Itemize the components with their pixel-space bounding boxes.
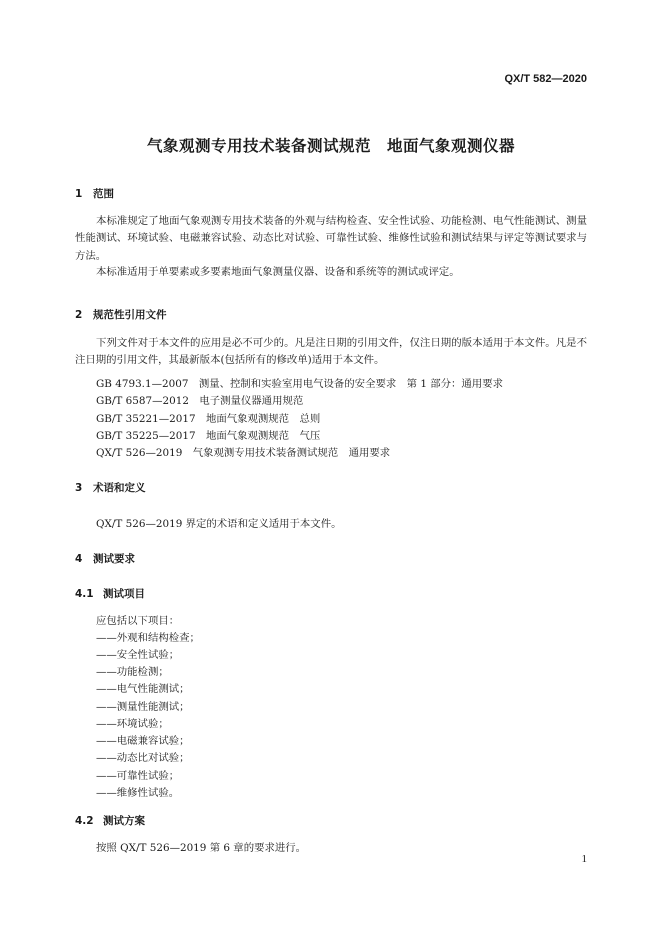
section-1-heading	[75, 186, 114, 201]
reference-item: GB/T 6587—2012 电子测量仪器通用规范	[96, 395, 304, 407]
section-4-heading	[75, 551, 135, 566]
list-item: ——功能检测；	[96, 666, 169, 678]
page-number: 1	[581, 853, 587, 865]
list-item: ——电气性能测试；	[96, 683, 190, 695]
list-item: ——安全性试验；	[96, 649, 180, 661]
section-number: 4.1	[75, 588, 94, 600]
section-title: 规范性引用文件	[93, 309, 167, 321]
list-item: ——维修性试验。	[96, 787, 180, 799]
section-2-heading	[75, 307, 167, 322]
section-number: 1	[75, 188, 83, 200]
section-4-2-text: 按照 QX/T 526—2019 第 6 章的要求进行。	[96, 842, 307, 854]
section-title: 测试方案	[103, 815, 145, 827]
section-title: 术语和定义	[93, 482, 146, 494]
list-item: ——动态比对试验；	[96, 752, 190, 764]
reference-item: GB/T 35221—2017 地面气象观测规范 总则	[96, 413, 321, 425]
document-code: QX/T 582—2020	[504, 73, 587, 85]
section-1-paragraph-1: 本标准规定了地面气象观测专用技术装备的外观与结构检查、安全性试验、功能检测、电气性能测试、测量性能测试、环境试验、电磁兼容试验、动态比对试验、可靠性试验、维修性试验和测试结果与评定等测试要求与方法。	[75, 215, 587, 262]
section-title: 测试要求	[93, 553, 135, 565]
section-2-intro: 下列文件对于本文件的应用是必不可少的。凡是注日期的引用文件，仅注日期的版本适用于本文件。凡是不注日期的引用文件，其最新版本(包括所有的修改单)适用于本文件。	[75, 337, 587, 367]
section-4-1-intro: 应包括以下项目：	[96, 615, 180, 627]
section-number: 2	[75, 309, 83, 321]
section-3-text: QX/T 526—2019 界定的术语和定义适用于本文件。	[96, 518, 342, 530]
section-number: 4.2	[75, 815, 94, 827]
document-title: 气象观测专用技术装备测试规范 地面气象观测仪器	[146, 137, 515, 155]
section-4-1-heading	[75, 586, 145, 601]
reference-item: GB/T 35225—2017 地面气象观测规范 气压	[96, 430, 321, 442]
list-item: ——环境试验；	[96, 718, 169, 730]
section-3-heading	[75, 480, 146, 495]
list-item: ——可靠性试验；	[96, 770, 180, 782]
list-item: ——电磁兼容试验；	[96, 735, 190, 747]
reference-item: QX/T 526—2019 气象观测专用技术装备测试规范 通用要求	[96, 447, 391, 459]
list-item: ——外观和结构检查；	[96, 632, 200, 644]
section-4-2-heading	[75, 813, 145, 828]
section-1-paragraph-2: 本标准适用于单要素或多要素地面气象测量仪器、设备和系统等的测试或评定。	[96, 266, 460, 278]
section-title: 范围	[93, 188, 114, 200]
list-item: ——测量性能测试；	[96, 701, 190, 713]
section-number: 4	[75, 553, 83, 565]
section-number: 3	[75, 482, 83, 494]
section-title: 测试项目	[103, 588, 145, 600]
reference-item: GB 4793.1—2007 测量、控制和实验室用电气设备的安全要求 第 1 部分：通用要求	[96, 378, 503, 390]
